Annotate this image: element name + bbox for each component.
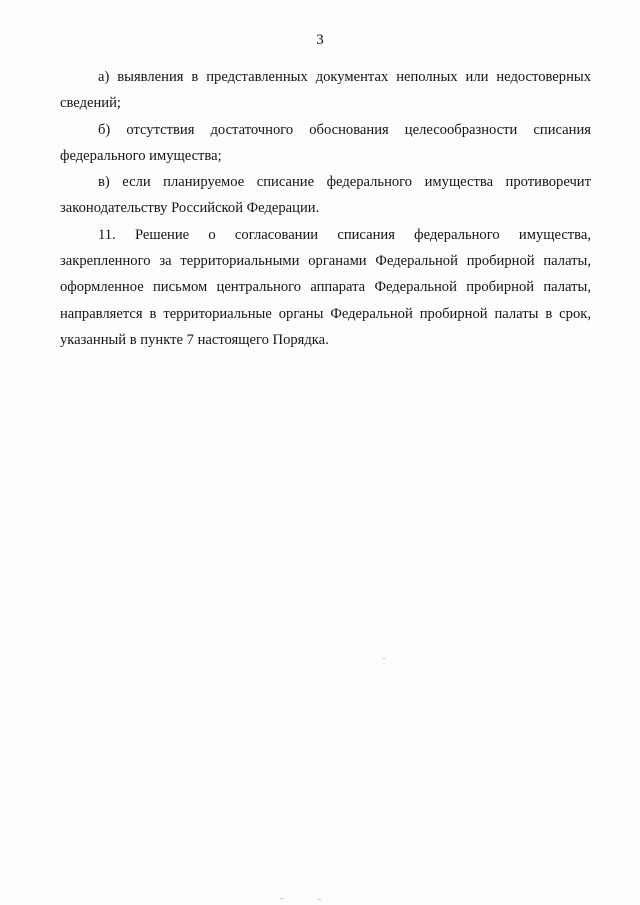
paragraph-b: б) отсутствия достаточного обоснования целесообразности списания федерального имущества; <box>60 121 591 164</box>
paragraph-11: 11. Решение о согласовании списания федерального имущества, закрепленного за территориальными органами Федеральной пробирной палаты, оформленное письмом центрального аппарата Федеральной пробирной палаты, направляется в территориальные органы Федеральной пробирной палаты в срок, указанный в пункте 7 настоящего Порядка. <box>60 226 591 348</box>
scan-artifact <box>280 898 284 899</box>
paragraph-c: в) если планируемое списание федерального имущества противоречит законодательству Российской Федерации. <box>60 174 591 217</box>
paragraph-a: а) выявления в представленных документах неполных или недостоверных сведений; <box>60 69 591 112</box>
scan-artifact <box>383 658 385 659</box>
document-body <box>60 64 591 353</box>
scan-artifact <box>318 899 321 900</box>
page-number: 3 <box>316 32 324 48</box>
